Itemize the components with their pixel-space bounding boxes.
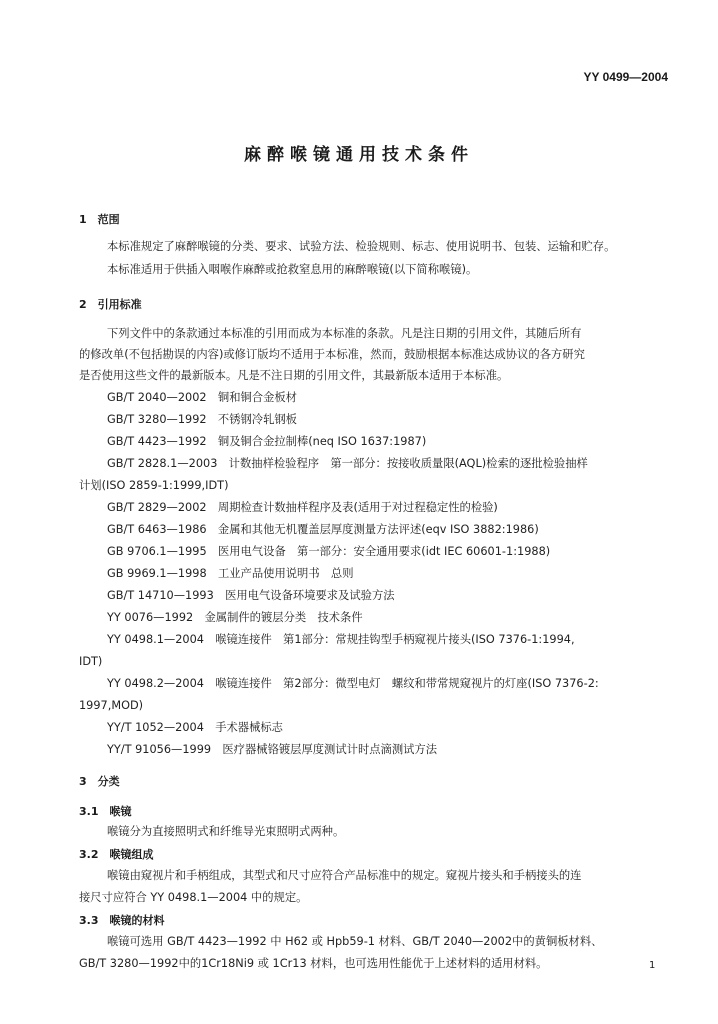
section-heading: 1 范围 [79, 213, 120, 226]
subsection-heading: 3.1 喉镜 [79, 805, 132, 818]
body-line: GB/T 3280—1992中的1Cr18Ni9 或 1Cr13 材料，也可选用性能优于上述材料的适用材料。 [79, 957, 548, 970]
reference-item: YY 0498.2—2004 喉镜连接件 第2部分：微型电灯 螺纹和带常规窥视片的灯座(ISO 7376-2: [107, 677, 599, 690]
body-line: 是否使用这些文件的最新版本。凡是不注日期的引用文件，其最新版本适用于本标准。 [79, 369, 509, 382]
reference-item: GB/T 2829—2002 周期检查计数抽样程序及表(适用于对过程稳定性的检验) [107, 501, 498, 514]
reference-item: GB/T 6463—1986 金属和其他无机覆盖层厚度测量方法评述(eqv ISO 3882:1986) [107, 523, 539, 536]
reference-item: YY 0498.1—2004 喉镜连接件 第1部分：常规挂钩型手柄窥视片接头(ISO 7376-1:1994, [107, 633, 575, 646]
reference-item: IDT) [79, 655, 103, 668]
body-line: 接尺寸应符合 YY 0498.1—2004 中的规定。 [79, 891, 308, 904]
reference-item: YY/T 91056—1999 医疗器械铬镀层厚度测试计时点滴测试方法 [107, 743, 438, 756]
standard-code: YY 0499—2004 [583, 70, 668, 84]
subsection-heading: 3.3 喉镜的材料 [79, 914, 165, 927]
body-line: 喉镜分为直接照明式和纤维导光束照明式两种。 [107, 825, 345, 838]
reference-item: GB/T 4423—1992 铜及铜合金拉制棒(neq ISO 1637:1987) [107, 435, 427, 448]
reference-item: GB 9969.1—1998 工业产品使用说明书 总则 [107, 567, 354, 580]
reference-item: GB/T 3280—1992 不锈钢冷轧钢板 [107, 413, 297, 426]
body-line: 本标准适用于供插入咽喉作麻醉或抢救窒息用的麻醉喉镜(以下简称喉镜)。 [107, 263, 478, 276]
section-heading: 2 引用标准 [79, 298, 142, 311]
page-number: 1 [649, 960, 656, 971]
body-line: 喉镜可选用 GB/T 4423—1992 中 H62 或 Hpb59-1 材料、GB/T 2040—2002中的黄铜板材料、 [107, 935, 603, 948]
reference-item: GB 9706.1—1995 医用电气设备 第一部分：安全通用要求(idt IEC 60601-1:1988) [107, 545, 551, 558]
reference-item: GB/T 2828.1—2003 计数抽样检验程序 第一部分：按接收质量限(AQL)检索的逐批检验抽样 [107, 457, 588, 470]
body-line: 的修改单(不包括勘误的内容)或修订版均不适用于本标准，然而，鼓励根据本标准达成协议的各方研究 [79, 348, 585, 361]
section-heading: 3 分类 [79, 775, 120, 788]
reference-item: YY 0076—1992 金属制件的镀层分类 技术条件 [107, 611, 363, 624]
reference-item: 1997,MOD) [79, 699, 144, 712]
body-line: 下列文件中的条款通过本标准的引用而成为本标准的条款。凡是注日期的引用文件，其随后所有 [107, 327, 582, 340]
reference-item: GB/T 2040—2002 铜和铜合金板材 [107, 391, 297, 404]
body-line: 本标准规定了麻醉喉镜的分类、要求、试验方法、检验规则、标志、使用说明书、包装、运输和贮存。 [107, 240, 616, 253]
body-line: 喉镜由窥视片和手柄组成，其型式和尺寸应符合产品标准中的规定。窥视片接头和手柄接头的连 [107, 869, 582, 882]
reference-item: GB/T 14710—1993 医用电气设备环境要求及试验方法 [107, 589, 395, 602]
subsection-heading: 3.2 喉镜组成 [79, 848, 154, 861]
reference-item: 计划(ISO 2859-1:1999,IDT) [79, 479, 229, 492]
document-title: 麻醉喉镜通用技术条件 [244, 145, 474, 165]
reference-item: YY/T 1052—2004 手术器械标志 [107, 721, 283, 734]
